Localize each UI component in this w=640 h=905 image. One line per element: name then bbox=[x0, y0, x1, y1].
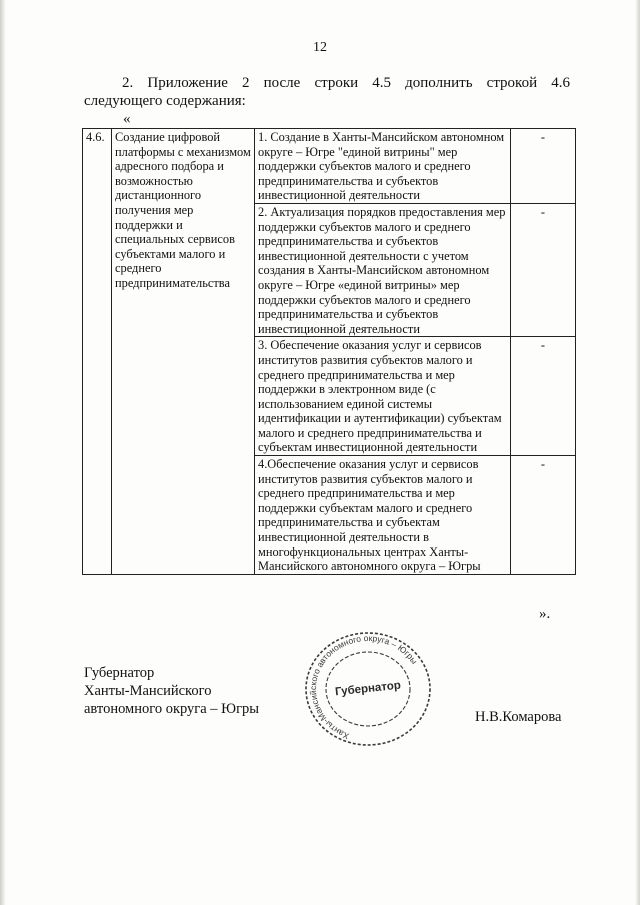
scan-edge-right bbox=[635, 0, 640, 905]
table-row bbox=[83, 129, 576, 204]
item-value-cell: - bbox=[511, 337, 576, 456]
item-value-cell: - bbox=[511, 456, 576, 575]
scan-edge-left bbox=[0, 0, 6, 905]
signatory-title-line-3: автономного округа – Югры bbox=[84, 701, 260, 717]
signatory-title-line-1: Губернатор bbox=[84, 665, 155, 681]
opening-quote: « bbox=[123, 111, 131, 127]
item-text-cell: 4.Обеспечение оказания услуг и сервисов институтов развития субъектов малого и среднего предпринимательства и мер поддержки субъектам малого и среднего предпринимательства и субъектам инвестиционной деятельности в многофункциональных центрах Ханты-Мансийского автономного округа – Югры bbox=[255, 456, 511, 575]
intro-line-2: следующего содержания: bbox=[84, 93, 246, 109]
item-value-cell: - bbox=[511, 129, 576, 204]
signatory-title bbox=[84, 664, 259, 718]
amendment-table bbox=[82, 128, 576, 575]
row-name-cell: Создание цифровой платформы с механизмом адресного подбора и возможностью дистанционного получения мер поддержки и специальных сервисов субъектами малого и среднего предпринимательства bbox=[112, 129, 255, 575]
item-text-cell: 1. Создание в Ханты-Мансийском автономном округе – Югре "единой витрины" мер поддержки субъектов малого и среднего предпринимательства и субъектов инвестиционной деятельности bbox=[255, 129, 511, 204]
stamp-center-label: Губернатор bbox=[334, 679, 402, 699]
official-stamp bbox=[298, 627, 438, 747]
item-value-cell: - bbox=[511, 203, 576, 336]
intro-paragraph bbox=[84, 74, 570, 110]
intro-line-1: 2. Приложение 2 после строки 4.5 дополнить строкой 4.6 bbox=[122, 75, 570, 91]
item-text-cell: 3. Обеспечение оказания услуг и сервисов институтов развития субъектов малого и среднего предпринимательства и мер поддержки в электронном виде (с использованием единой системы идентификации и аутентификации) субъектам малого и среднего предпринимательства и субъектам инвестиционной деятельности bbox=[255, 337, 511, 456]
item-text-cell: 2. Актуализация порядков предоставления мер поддержки субъектов малого и среднего предпринимательства и субъектов инвестиционной деятельности с учетом создания в Ханты-Мансийском автономном округе – Югре «единой витрины» мер поддержки субъектов малого и среднего предпринимательства и субъектов инвестиционной деятельности bbox=[255, 203, 511, 336]
signatory-name: Н.В.Комарова bbox=[475, 709, 562, 725]
page-number: 12 bbox=[313, 40, 327, 55]
closing-quote: ». bbox=[539, 606, 551, 622]
row-number-cell: 4.6. bbox=[83, 129, 112, 575]
stamp-ring-text: Ханты-Мансийского автономного округа – Югры bbox=[308, 632, 420, 742]
signatory-title-line-2: Ханты-Мансийского bbox=[84, 683, 212, 699]
